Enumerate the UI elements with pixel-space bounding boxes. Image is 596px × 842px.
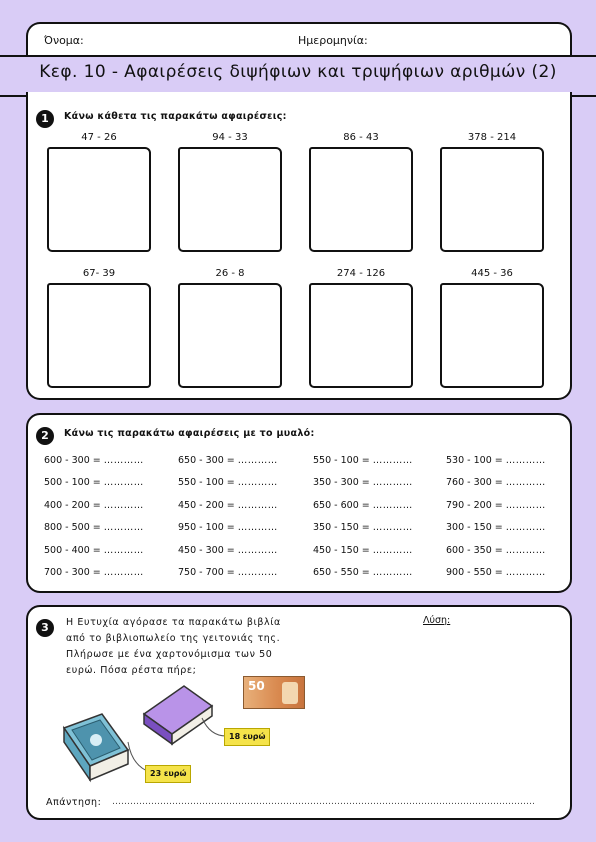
- work-box[interactable]: [178, 283, 282, 388]
- date-label: Ημερομηνία:: [298, 34, 368, 47]
- mental-problem[interactable]: [313, 545, 413, 556]
- answer-blank[interactable]: …………: [237, 545, 278, 556]
- answer-blank[interactable]: …………: [103, 500, 144, 511]
- answer-line[interactable]: ……………………………………………………………………………………………………………………………: [112, 797, 535, 807]
- answer-blank[interactable]: …………: [372, 567, 413, 578]
- mental-problem[interactable]: [178, 567, 278, 578]
- mental-problem[interactable]: [44, 477, 144, 488]
- mental-problem[interactable]: [446, 545, 546, 556]
- mental-problem-expression: 650 - 550 =: [313, 567, 370, 578]
- mental-problem-expression: 450 - 200 =: [178, 500, 235, 511]
- answer-blank[interactable]: …………: [103, 477, 144, 488]
- answer-blank[interactable]: …………: [237, 477, 278, 488]
- mental-problem-expression: 600 - 300 =: [44, 455, 101, 466]
- mental-problem-expression: 500 - 100 =: [44, 477, 101, 488]
- answer-blank[interactable]: …………: [372, 455, 413, 466]
- price-tag-purple: 18 ευρώ: [224, 728, 270, 746]
- mental-problem[interactable]: [313, 477, 413, 488]
- price-tag-blue: 23 ευρώ: [145, 765, 191, 783]
- problem-label: 445 - 36: [471, 268, 513, 279]
- answer-label: Απάντηση:: [46, 797, 102, 808]
- mental-problem[interactable]: [178, 522, 278, 533]
- mental-problem[interactable]: [446, 567, 546, 578]
- mental-problem-expression: 760 - 300 =: [446, 477, 503, 488]
- section3-number: 3: [36, 619, 54, 637]
- work-box[interactable]: [47, 283, 151, 388]
- mental-problem-expression: 600 - 350 =: [446, 545, 503, 556]
- problem-text-line: ευρώ. Πόσα ρέστα πήρε;: [66, 665, 197, 676]
- mental-problem-expression: 800 - 500 =: [44, 522, 101, 533]
- solution-label: Λύση:: [423, 615, 451, 626]
- mental-problem[interactable]: [44, 455, 144, 466]
- answer-blank[interactable]: …………: [103, 455, 144, 466]
- answer-blank[interactable]: …………: [372, 477, 413, 488]
- answer-blank[interactable]: …………: [237, 567, 278, 578]
- answer-blank[interactable]: …………: [372, 500, 413, 511]
- problem-label: 47 - 26: [81, 132, 117, 143]
- name-label: Όνομα:: [44, 34, 84, 47]
- mental-problem[interactable]: [44, 500, 144, 511]
- problem-text-line: Η Ευτυχία αγόρασε τα παρακάτω βιβλία: [66, 617, 281, 628]
- answer-blank[interactable]: …………: [505, 455, 546, 466]
- banknote-50-icon: [243, 676, 305, 709]
- mental-problem-expression: 550 - 100 =: [178, 477, 235, 488]
- section1-number: 1: [36, 110, 54, 128]
- mental-problem-expression: 350 - 300 =: [313, 477, 370, 488]
- answer-blank[interactable]: …………: [372, 545, 413, 556]
- mental-problem-expression: 530 - 100 =: [446, 455, 503, 466]
- banknote-value: 50: [248, 679, 265, 693]
- mental-problem[interactable]: [44, 567, 144, 578]
- answer-blank[interactable]: …………: [505, 522, 546, 533]
- problem-label: 378 - 214: [467, 132, 517, 143]
- mental-problem-expression: 450 - 150 =: [313, 545, 370, 556]
- answer-blank[interactable]: …………: [505, 545, 546, 556]
- page-title: Κεφ. 10 - Αφαιρέσεις διψήφιων και τριψήφιων αριθμών (2): [39, 62, 557, 82]
- work-box[interactable]: [309, 147, 413, 252]
- mental-problem[interactable]: [446, 455, 546, 466]
- answer-blank[interactable]: …………: [372, 522, 413, 533]
- problem-label: 26 - 8: [215, 268, 245, 279]
- work-box[interactable]: [309, 283, 413, 388]
- answer-blank[interactable]: …………: [505, 567, 546, 578]
- section2-instruction: Κάνω τις παρακάτω αφαιρέσεις με το μυαλό:: [64, 428, 315, 439]
- mental-problem-expression: 900 - 550 =: [446, 567, 503, 578]
- mental-problem[interactable]: [446, 477, 546, 488]
- answer-blank[interactable]: …………: [103, 522, 144, 533]
- mental-problem[interactable]: [446, 522, 546, 533]
- problem-label: 86 - 43: [343, 132, 379, 143]
- section2-number: 2: [36, 427, 54, 445]
- answer-blank[interactable]: …………: [237, 522, 278, 533]
- section1-instruction: Κάνω κάθετα τις παρακάτω αφαιρέσεις:: [64, 111, 287, 122]
- mental-problem-expression: 450 - 300 =: [178, 545, 235, 556]
- mental-problem-expression: 700 - 300 =: [44, 567, 101, 578]
- answer-blank[interactable]: …………: [505, 477, 546, 488]
- mental-problem[interactable]: [44, 522, 144, 533]
- mental-problem[interactable]: [313, 455, 413, 466]
- work-box[interactable]: [47, 147, 151, 252]
- mental-problem-expression: 650 - 600 =: [313, 500, 370, 511]
- mental-problem-expression: 500 - 400 =: [44, 545, 101, 556]
- answer-blank[interactable]: …………: [505, 500, 546, 511]
- answer-blank[interactable]: …………: [103, 567, 144, 578]
- mental-problem[interactable]: [313, 500, 413, 511]
- mental-problem[interactable]: [178, 455, 278, 466]
- problem-label: 274 - 126: [336, 268, 386, 279]
- mental-problem-expression: 550 - 100 =: [313, 455, 370, 466]
- work-box[interactable]: [178, 147, 282, 252]
- problem-text-line: από το βιβλιοπωλείο της γειτονιάς της.: [66, 633, 281, 644]
- answer-blank[interactable]: …………: [103, 545, 144, 556]
- answer-blank[interactable]: …………: [237, 455, 278, 466]
- work-box[interactable]: [440, 147, 544, 252]
- mental-problem[interactable]: [446, 500, 546, 511]
- problem-label: 94 - 33: [212, 132, 248, 143]
- mental-problem[interactable]: [178, 477, 278, 488]
- problem-text-line: Πλήρωσε με ένα χαρτονόμισμα των 50: [66, 649, 273, 660]
- mental-problem[interactable]: [313, 522, 413, 533]
- mental-problem[interactable]: [178, 500, 278, 511]
- mental-problem-expression: 350 - 150 =: [313, 522, 370, 533]
- mental-problem-expression: 790 - 200 =: [446, 500, 503, 511]
- mental-problem-expression: 650 - 300 =: [178, 455, 235, 466]
- mental-problem-expression: 750 - 700 =: [178, 567, 235, 578]
- answer-blank[interactable]: …………: [237, 500, 278, 511]
- mental-problem-expression: 400 - 200 =: [44, 500, 101, 511]
- mental-problem[interactable]: [44, 545, 144, 556]
- work-box[interactable]: [440, 283, 544, 388]
- mental-problem-expression: 950 - 100 =: [178, 522, 235, 533]
- mental-problem[interactable]: [313, 567, 413, 578]
- problem-label: 67- 39: [82, 268, 116, 279]
- mental-problem[interactable]: [178, 545, 278, 556]
- mental-problem-expression: 300 - 150 =: [446, 522, 503, 533]
